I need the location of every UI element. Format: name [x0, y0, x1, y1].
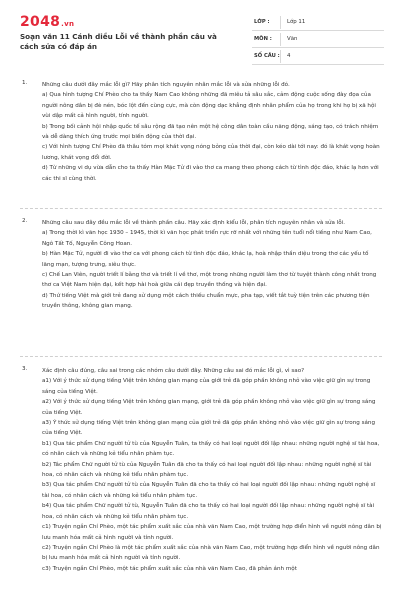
question-item: a) Trong thời kì văn học 1930 – 1945, thời kì văn học phát triển rực rỡ nhất với những tên tuổi nổi tiếng như Nam Cao, Ngô Tất Tố, Nguyễn Công Hoan.	[42, 230, 372, 247]
question-item: d) Từ những vi dụ vừa dẫn cho ta thấy Hàn Mặc Tử đi vào thơ ca mang theo phong cách từ tình độc đáo, khác lạ hơn với các thi sĩ cùng thời.	[42, 165, 379, 182]
question-body	[42, 366, 382, 574]
question-body	[42, 80, 382, 184]
meta-row-class	[252, 14, 384, 31]
question-number: 3.	[22, 366, 28, 372]
question-item: c) Chế Lan Viên, người triết lí bằng thơ và triết lí về thơ, một trong những người làm thơ từ tuyệt thành công nhất trong thơ ca Việt Nam hiện đại, kết hợp hài hoà giữa cái đẹp truyền thống và hiện đại.	[42, 272, 377, 289]
question-item: a) Qua hình tượng Chí Phèo cho ta thấy Nam Cao không những đã miêu tả sâu sắc, cảm động cuộc sống đày đọa của người nông dân bị đè nén, bóc lột đến cùng cực, mà còn động dạc khẳng định nhân phẩm của họ trong khi họ bị xã hội vùi dập mất cả hình người, tính người.	[42, 92, 376, 120]
meta-separator	[280, 33, 281, 46]
question-item: a3) Ý thức sử dụng tiếng Việt trên không gian mạng của giới trẻ đã góp phần không nhỏ vào việc giữ gìn sự trong sáng của tiếng Việt.	[42, 420, 376, 437]
logo-suffix: .vn	[61, 20, 75, 28]
meta-value: Lớp 11	[287, 19, 306, 25]
question-text: Xác định câu đúng, câu sai trong các nhóm câu dưới đây. Những câu sai đó mắc lỗi gì, vì sao?	[42, 368, 305, 374]
meta-label: LỚP :	[254, 19, 270, 25]
question-number: 1.	[22, 80, 28, 86]
meta-table	[252, 14, 384, 65]
question-item: c3) Truyện ngắn Chí Phèo, một tác phẩm xuất sắc của nhà văn Nam Cao, đã phản ánh một	[42, 565, 297, 572]
question-body	[42, 218, 382, 312]
meta-value: Văn	[287, 36, 298, 42]
question-item: c1) Truyện ngắn Chí Phèo, một tác phẩm xuất sắc của nhà văn Nam Cao, một trường hợp điển hình về người nông dân bị lưu manh hóa mất cả hình người và tính người.	[42, 524, 382, 541]
question-item: c) Với hình tượng Chí Phèo đã thâu tóm mọi khát vọng nóng bỏng của thời đại, còn kéo dài tới nay: đó là khát vọng hoàn lương, khát vọng đổi đời.	[42, 144, 380, 161]
question-number: 2.	[22, 218, 28, 224]
meta-row-subject	[252, 31, 384, 48]
document-header	[0, 0, 400, 70]
document-title: Soạn văn 11 Cánh diều Lỗi về thành phần câu và cách sửa có đáp án	[20, 32, 217, 51]
logo-main: 2048	[20, 14, 61, 30]
question-item: b3) Qua tác phẩm Chữ người tử tù của Nguyễn Tuân đã cho ta thấy có hai loại người đối lập nhau: những người nghệ sĩ tài hoa, có nhân cách và những kẻ tiểu nhân phàm tục.	[42, 482, 376, 499]
meta-label: SỐ CÂU :	[254, 53, 280, 59]
question-item: a1) Với ý thức sử dụng tiếng Việt trên không gian mạng của giới trẻ đã góp phần không nhỏ vào việc giữ gìn sự trong sáng của tiếng Việt.	[42, 378, 371, 395]
question-divider	[20, 356, 382, 357]
question-item: a2) Với ý thức sử dụng tiếng Việt trên không gian mạng, giới trẻ đã góp phần không nhỏ vào việc giữ gìn sự trong sáng của tiếng Việt.	[42, 399, 376, 416]
question-divider	[20, 208, 382, 209]
question-item: c2) Truyện ngắn Chí Phèo là một tác phẩm xuất sắc của nhà văn Nam Cao, một trường hợp điển hình về người nông dân bị lưu manh hóa mất cả hình người và tính người.	[42, 544, 380, 562]
question-text: Những câu sau đây đều mắc lỗi về thành phần câu. Hãy xác định kiểu lỗi, phân tích nguyên nhân và sửa lỗi.	[42, 220, 346, 226]
question-item: b2) Tác phẩm Chữ người tử tù của Nguyễn Tuân đã cho ta thấy có hai loại người đối lập nhau: những người nghệ sĩ tài hoa, có nhân cách và những kẻ tiểu nhân phàm tục.	[42, 461, 372, 479]
question-item: b4) Qua tác phẩm Chữ người tử tù, Nguyễn Tuân đã cho ta thấy có hai loại người đối lập nhau: những người nghệ sĩ tài hoa, có nhân cách và những kẻ tiểu nhân phàm tục.	[42, 503, 375, 520]
meta-row-question-count	[252, 48, 384, 65]
question-item: b1) Qua tác phẩm Chữ người tử tù của Nguyễn Tuân, ta thấy có hai loại người đối lập nhau: những người nghệ sĩ tài hoa, có nhân cách và những kẻ tiểu nhân phàm tục.	[42, 440, 380, 458]
question-item: b) Trong bối cảnh hội nhập quốc tế sâu rộng đã tạo nên một hệ công dân toàn cầu năng động, sáng tạo, có trách nhiệm và dễ dàng thích ứng trước mọi biến động của thời đại.	[42, 123, 379, 141]
site-logo[interactable]	[20, 14, 74, 30]
question-text: Những câu dưới đây mắc lỗi gì? Hãy phân tích nguyên nhân mắc lỗi và sửa những lỗi đó.	[42, 82, 290, 88]
question-item: d) Thứ tiếng Việt mà giới trẻ đang sử dụng một cách thiếu chuẩn mực, pha tạp, viết tắt tuỳ tiện trên các phương tiện truyền thông, không gian mạng.	[42, 292, 370, 310]
meta-separator	[280, 50, 281, 63]
meta-label: MÔN :	[254, 36, 272, 42]
meta-separator	[280, 16, 281, 29]
meta-value: 4	[287, 53, 291, 59]
question-item: b) Hàn Mặc Tử, người đi vào thơ ca với phong cách từ tình độc đáo, khác lạ, hoà nhập thần diệu trong thơ các yếu tố lãng mạn, tượng trưng, siêu thực.	[42, 251, 369, 268]
